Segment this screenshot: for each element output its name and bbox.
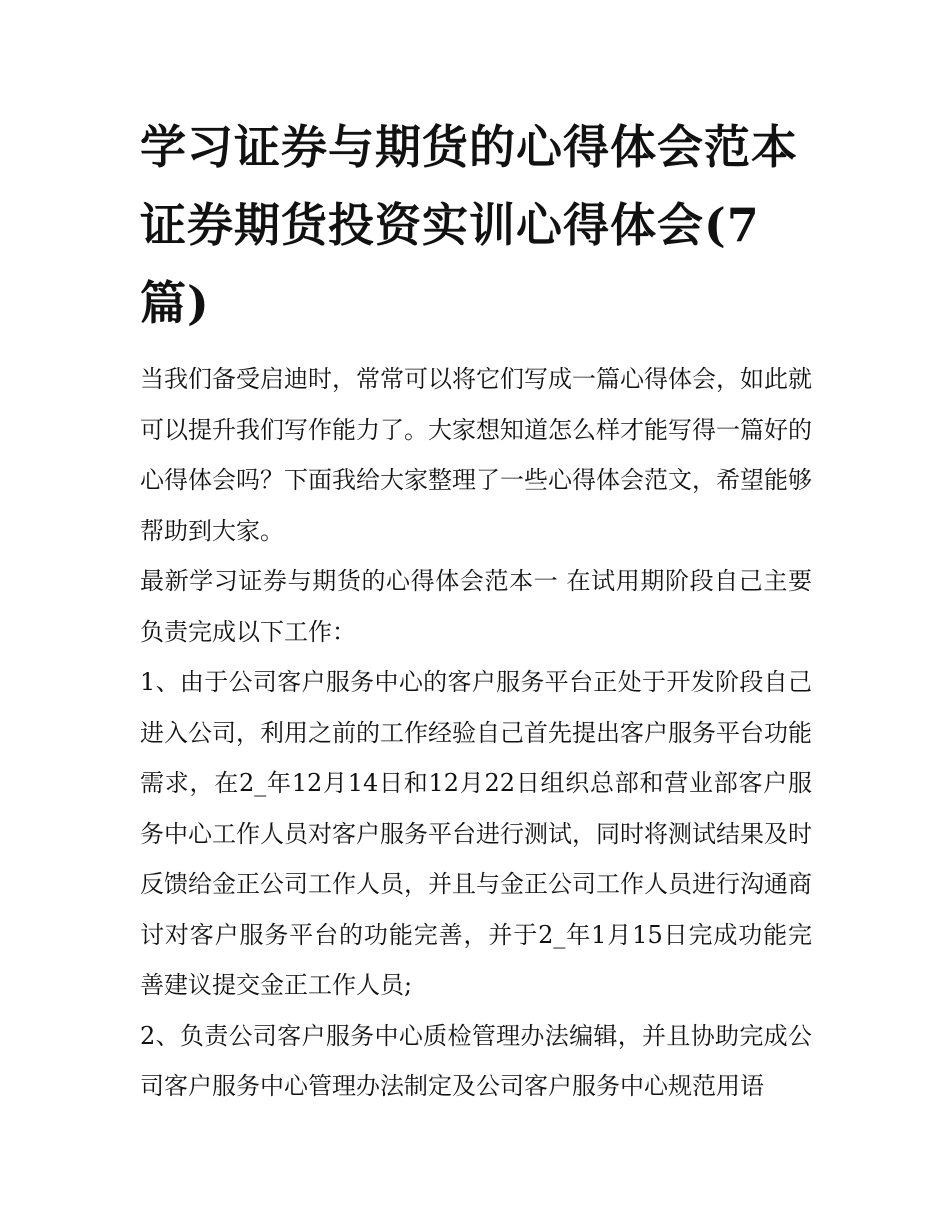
item-2-paragraph: 2、负责公司客户服务中心质检管理办法编辑，并且协助完成公司客户服务中心管理办法制定及公司客户服务中心规范用语 (140, 1021, 812, 1100)
section-heading-paragraph: 最新学习证券与期货的心得体会范本一 在试用期阶段自己主要负责完成以下工作： (140, 567, 812, 646)
document-title: 学习证券与期货的心得体会范本 证券期货投资实训心得体会(7篇) (140, 120, 798, 330)
item-1-paragraph: 1、由于公司客户服务中心的客户服务平台正处于开发阶段自己进入公司，利用之前的工作经验自己首先提出客户服务平台功能需求，在2_年12月14日和12月22日组织总部和营业部客户服务中心工作人员对客户服务平台进行测试，同时将测试结果及时反馈给金正公司工作人员，并且与金正公司工作人员进行沟通商讨对客户服务平台的功能完善，并于2_年1月15日完成功能完善建议提交金正工作人员; (140, 668, 812, 999)
intro-paragraph: 当我们备受启迪时，常常可以将它们写成一篇心得体会，如此就可以提升我们写作能力了。大家想知道怎么样才能写得一篇好的心得体会吗？下面我给大家整理了一些心得体会范文，希望能够帮助到大家。 (140, 365, 812, 545)
document-page (140, 108, 812, 1112)
